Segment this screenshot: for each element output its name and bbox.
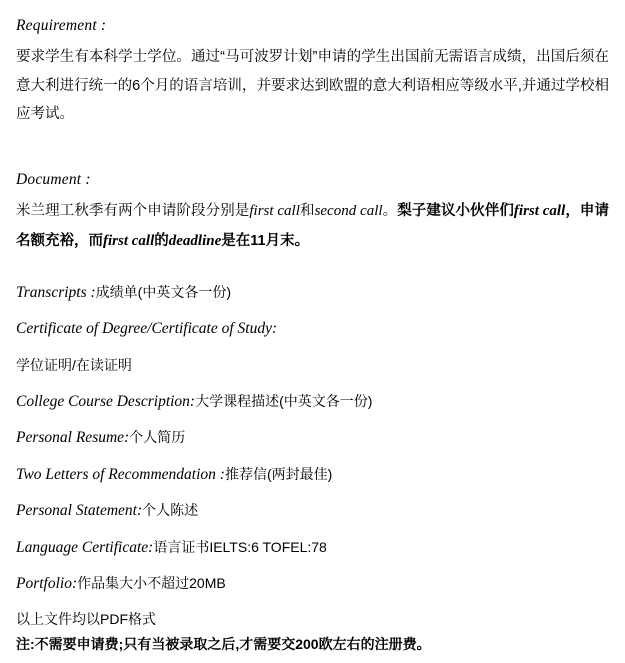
document-item-cn: 学位证明/在读证明 (16, 356, 132, 373)
document-item (16, 282, 609, 304)
document-item-cn: 作品集大小不超过20MB (77, 574, 226, 591)
intro-run-11: 是在11月末。 (221, 232, 310, 249)
document-item (16, 609, 609, 631)
document-item (16, 355, 609, 377)
intro-run-9: 的 (154, 232, 169, 249)
document-item-en: Certificate of Degree/Certificate of Study: (16, 320, 278, 338)
document-item (16, 464, 609, 486)
document-item (16, 573, 609, 595)
intro-run-5: 梨子建议小伙伴们 (397, 203, 514, 220)
intro-run-3: second call (314, 203, 383, 220)
document-item-en: Two Letters of Recommendation : (16, 465, 225, 483)
document-item (16, 537, 609, 559)
document-section (16, 168, 609, 655)
intro-run-2: 和 (299, 203, 315, 220)
intro-run-1: first call (249, 203, 300, 220)
intro-run-7: ，申请名额充裕，而 (16, 203, 610, 249)
requirement-heading: Requirement : (16, 17, 107, 34)
intro-run-0: 米兰理工秋季有两个申请阶段分别是 (16, 203, 250, 220)
intro-list-spacer (16, 256, 609, 282)
document-item-en: Personal Statement: (16, 502, 143, 520)
document-item-en: Portfolio: (16, 574, 78, 592)
requirement-section (16, 14, 609, 128)
document-item-en: Language Certificate: (16, 538, 154, 556)
document-item-cn: 推荐信(两封最佳) (224, 465, 333, 482)
document-item-cn: 个人陈述 (142, 502, 199, 519)
document-heading: Document : (16, 171, 91, 189)
document-item-cn: 成绩单(中英文各一份) (95, 283, 232, 300)
document-item-cn: 个人简历 (129, 429, 186, 446)
section-spacer (16, 128, 609, 168)
document-item-cn: 以上文件均以PDF格式 (16, 611, 156, 628)
intro-run-4: 。 (382, 203, 398, 220)
document-item-en: College Course Description: (16, 392, 196, 410)
document-item (16, 500, 609, 522)
document-item-en: Personal Resume: (16, 429, 130, 447)
document-item-en: Transcripts : (16, 283, 96, 301)
intro-run-6: first call (513, 203, 566, 220)
document-item (16, 318, 609, 340)
document-note: 注:不需要申请费;只有当被录取之后,才需要交200欧左右的注册费。 (16, 635, 431, 652)
intro-run-8: first call (103, 232, 155, 249)
document-intro-paragraph (16, 197, 609, 256)
document-item-cn: 语言证书IELTS:6 TOFEL:78 (153, 538, 327, 555)
requirement-body: 要求学生有本科学士学位。通过“马可波罗计划”申请的学生出国前无需语言成绩，出国后须在意大利进行统一的6个月的语言培训，并要求达到欧盟的意大利语相应等级水平,并通过学校相应考试。 (16, 49, 609, 122)
document-checklist (16, 282, 609, 632)
document-item (16, 427, 609, 449)
intro-run-10: deadline (168, 232, 222, 249)
document-item-cn: 大学课程描述(中英文各一份) (195, 392, 373, 409)
document-item (16, 391, 609, 413)
